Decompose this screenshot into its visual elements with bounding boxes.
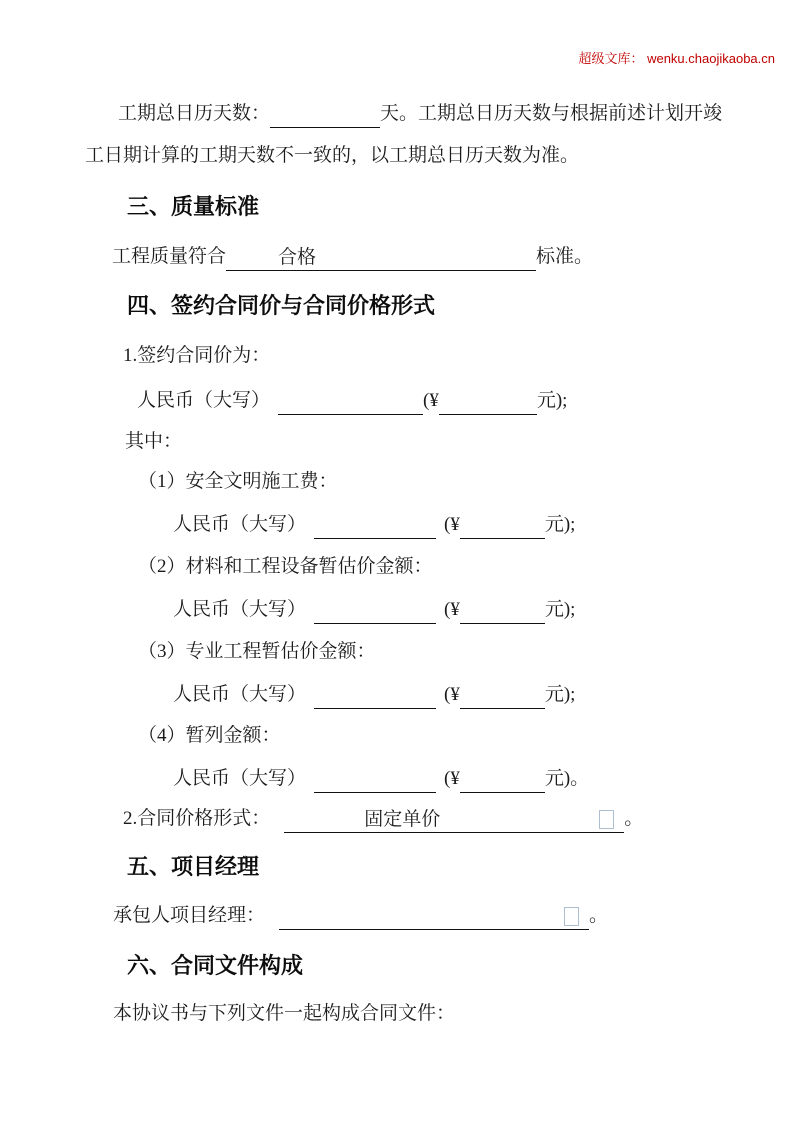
price-sub4-label: （4）暂列金额：: [138, 725, 281, 746]
yuan-prefix: (¥: [423, 390, 439, 411]
price-sub2-label: （2）材料和工程设备暂估价金额：: [138, 556, 433, 577]
duration-line-1: [118, 100, 722, 128]
price-sub3-rmb-line: [173, 681, 575, 709]
yuan-prefix: (¥: [444, 768, 460, 789]
docs-line: 本协议书与下列文件一起构成合同文件：: [113, 1003, 456, 1024]
rmb-label: 人民币（大写）: [173, 514, 307, 535]
section-heading-manager: 五、项目经理: [127, 854, 260, 879]
watermark-site: wenku.chaojikaoba.cn: [647, 51, 775, 66]
yuan-prefix: (¥: [444, 684, 460, 705]
manager-end: 。: [589, 905, 609, 926]
section-heading-price: 四、签约合同价与合同价格形式: [127, 293, 436, 318]
yuan-prefix: (¥: [444, 599, 460, 620]
price-sub3-num-blank: [460, 681, 545, 709]
placeholder-box-icon: [599, 810, 614, 829]
among-line: 其中：: [125, 431, 183, 452]
price-form-line: [123, 805, 643, 833]
rmb-label: 人民币（大写）: [173, 768, 307, 789]
section-heading-quality: 三、质量标准: [127, 194, 260, 219]
price-sub3-label: （3）专业工程暂估价金额：: [138, 641, 376, 662]
duration-line-2: [85, 142, 579, 170]
price-form-value: 固定单价: [364, 809, 441, 830]
rmb-label: 人民币（大写）: [173, 684, 307, 705]
price-sub1-rmb-line: [173, 511, 575, 539]
manager-prefix: 承包人项目经理：: [113, 905, 266, 926]
section-heading-docs: 六、合同文件构成: [127, 953, 304, 978]
quality-suffix: 标准。: [536, 246, 594, 267]
rmb-label: 人民币（大写）: [173, 599, 307, 620]
yuan-prefix: (¥: [444, 514, 460, 535]
price-sub2-num-blank: [460, 596, 545, 624]
quality-standard-blank: [226, 244, 536, 271]
yuan-suffix: 元);: [544, 514, 576, 535]
watermark: [578, 48, 775, 67]
price-main-rmb-line: [137, 387, 567, 415]
price-form-end: 。: [624, 808, 644, 829]
watermark-label: 超级文库：: [578, 51, 644, 66]
quality-line: [112, 243, 593, 271]
duration-days-blank: [270, 100, 380, 128]
yuan-suffix: 元);: [544, 599, 576, 620]
yuan-suffix: 元)。: [544, 768, 590, 789]
price-sub2-rmb-line: [173, 596, 575, 624]
duration-suffix: 天。工期总日历天数与根据前述计划开竣: [380, 103, 723, 124]
yuan-suffix: 元);: [544, 684, 576, 705]
quality-prefix: 工程质量符合: [112, 246, 227, 267]
yuan-suffix: 元);: [536, 390, 568, 411]
price-sub3-cn-blank: [314, 681, 436, 709]
rmb-label: 人民币（大写）: [137, 390, 271, 411]
placeholder-box-icon: [564, 907, 579, 926]
price-sub1-num-blank: [460, 511, 545, 539]
price-sub1-cn-blank: [314, 511, 436, 539]
manager-name-blank: [279, 902, 589, 930]
price-sub4-cn-blank: [314, 765, 436, 793]
price-form-blank: [284, 806, 624, 833]
manager-line: [113, 902, 608, 930]
duration-prefix: 工期总日历天数：: [118, 103, 271, 124]
price-main-num-blank: [439, 387, 537, 415]
price-item1-line: 1.签约合同价为：: [123, 345, 271, 366]
price-sub4-num-blank: [460, 765, 545, 793]
price-main-cn-blank: [278, 387, 423, 415]
price-sub1-label: （1）安全文明施工费：: [138, 471, 338, 492]
quality-value: 合格: [278, 247, 317, 268]
price-sub2-cn-blank: [314, 596, 436, 624]
price-sub4-rmb-line: [173, 765, 589, 793]
duration-line2-text: 工日期计算的工期天数不一致的，以工期总日历天数为准。: [85, 145, 580, 166]
price-form-label: 2.合同价格形式：: [123, 808, 271, 829]
